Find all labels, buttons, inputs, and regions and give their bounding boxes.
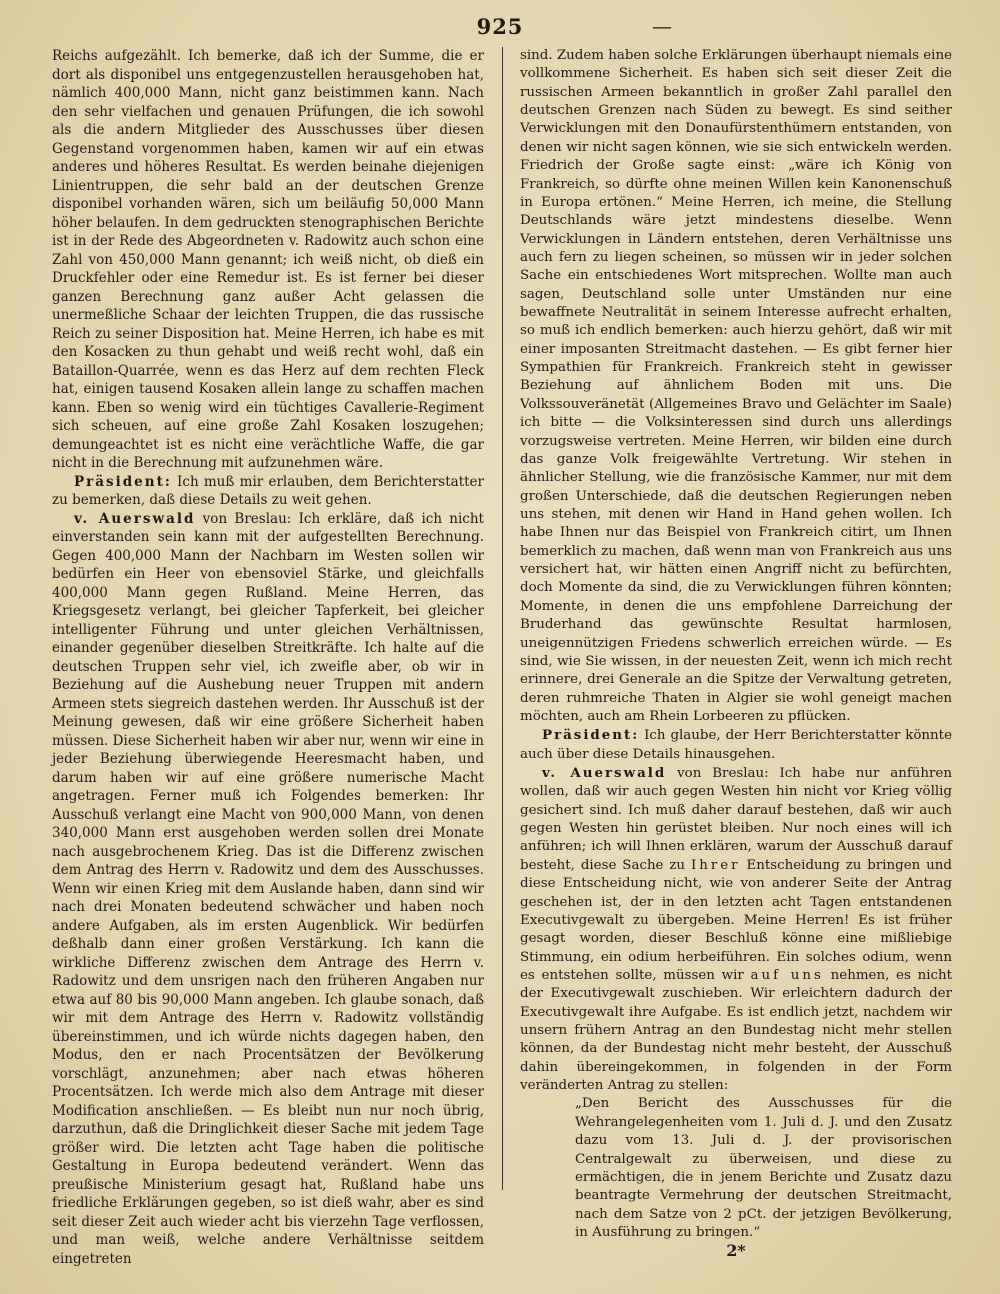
speech-text: von Breslau: Ich habe nur anführen wollen, daß wir auch gegen Westen hin nicht vor Krieg völlig gesichert sind. Ich muß daher darauf bestehen, daß wir auch gegen Westen hin gerüstet bleiben. Nur noch eines will ich anführen; ich will Ihnen erklären, warum der Ausschuß darauf besteht, diese Sache zu (520, 766, 952, 873)
speaker-name: Präsident: (74, 473, 172, 490)
speaker-name: v. Auerswald (74, 510, 196, 527)
paragraph: Reichs aufgezählt. Ich bemerke, daß ich der Summe, die er dort als disponibel uns entgegenzustellen herausgehoben hat, nämlich 400,000 Mann, nicht ganz beistimmen kann. Nach den sehr vielfachen und genauen Prüfungen, die ich sowohl als die andern Mitglieder des Ausschusses über diesen Gegenstand vorgenommen haben, kamen wir auf ein etwas anderes und höheres Resultat. Es werden beinahe diejenigen Linientruppen, die sehr bald an der deutschen Grenze disponibel vorhanden wären, sich um beiläufig 50,000 Mann höher belaufen. In dem gedruckten stenographischen Berichte ist in der Rede des Abgeordneten v. Radowitz auch schon eine Zahl von 450,000 Mann genannt; ich weiß nicht, ob dieß ein Druckfehler oder eine Remedur ist. Es ist ferner bei dieser ganzen Berechnung ganz außer Acht gelassen die unermeßliche Schaar der leichten Truppen, die das russische Reich zu seiner Disposition hat. Meine Herren, ich habe es mit den Kosacken zu thun gehabt und weiß recht wohl, daß ein Bataillon-Quarrée, wenn es das Herz auf dem rechten Fleck hat, einigen tausend Kosaken allein lange zu schaffen machen kann. Eben so wenig wird ein tüchtiges Cavallerie-Regiment sich scheuen, auf eine große Zahl Kosaken loszugehen; demungeachtet ist es nicht eine verächtliche Waffe, die gar nicht in die Berechnung mit aufzunehmen wäre. (52, 48, 484, 471)
header-dash: — (652, 14, 672, 38)
speech-text: Entscheidung zu bringen und diese Entscheidung nicht, wie von anderer Seite der Antrag geschehen ist, der in den letzten acht Tagen entstandenen Executivgewalt zu übergeben. Meine Herren! Es ist früher gesagt worden, dieser Beschluß könne eine mißliebige Stimmung, ein odium herbeiführen. Ein solches odium, wenn es entstehen sollte, müssen wir (520, 857, 952, 983)
emphasized-text: Ihrer (690, 857, 741, 873)
speech-text: von Breslau: Ich erkläre, daß ich nicht einverstanden sein kann mit der aufgestellten Berechnung. Gegen 400,000 Mann der Nachbarn im Westen sollen wir bedürfen ein Heer von ebensoviel Stärke, und gleichfalls 400,000 Mann gegen Rußland. Meine Herren, das Kriegsgesetz verlangt, bei gleicher Tapferkeit, bei gleicher intelligenter Führung und unter gleichen Verhältnissen, einander gegenüber dieselben Streitkräfte. Ich halte auf die deutschen Truppen sehr viel, ich zweifle aber, ob wir in Beziehung auf die Aushebung neuer Truppen mit andern Armeen stets siegreich dastehen werden. Ihr Ausschuß ist der Meinung gewesen, daß wir eine größere Sicherheit haben müssen. Diese Sicherheit haben wir aber nur, wenn wir eine in jeder Beziehung überwiegende Heeresmacht haben, und darum haben wir auf eine größere numerische Macht angetragen. Ferner muß ich Folgendes bemerken: Ihr Ausschuß verlangt eine Macht von 900,000 Mann, von denen 340,000 Mann erst ausgehoben werden sollen drei Monate nach ausgebrochenem Krieg. Das ist die Differenz zwischen dem Antrag des Herrn v. Radowitz und dem des Ausschusses. Wenn wir einen Krieg mit dem Auslande haben, dann sind wir nach drei Monaten bedeutend schwächer und haben noch andere Aufgaben, als im ersten Augenblick. Wir bedürfen deßhalb dann einer großen Verstärkung. Ich kann die wirkliche Differenz zwischen dem Antrage des Herrn v. Radowitz und dem unsrigen nach den früheren Angaben nur etwa auf 80 bis 90,000 Mann angeben. Ich glaube sonach, daß wir mit dem Antrage des Herrn v. Radowitz vollständig übereinstimmen, und ich würde nichts dagegen haben, den Modus, den er nach Procentsätzen der Bevölkerung vorschlägt, anzunehmen; aber nach etwas höheren Procentsätzen. Ich werde mich also dem Antrage mit dieser Modification anschließen. — Es bleibt nun nur noch übrig, darzuthun, daß die Dringlichkeit dieser Sache mit jedem Tage größer wird. Die letzten acht Tage haben die politische Gestaltung in Europa bedeutend verändert. Wenn das preußische Ministerium gesagt hat, Rußland habe uns friedliche Erklärungen gegeben, so ist dieß wahr, aber es sind seit dieser Zeit auch wieder acht bis vierzehn Tage verflossen, und man weiß, welche andere Verhältnisse seitdem eingetreten (52, 510, 484, 1267)
left-column (52, 47, 484, 1268)
speaker-name: v. Auerswald (542, 765, 667, 782)
speech-text: Ich muß mir erlauben, dem Berichterstatter zu bemerken, daß diese Details zu weit gehen. (52, 473, 484, 508)
paragraph: sind. Zudem haben solche Erklärungen überhaupt niemals eine vollkommene Sicherheit. Es haben sich seit dieser Zeit die russischen Armeen bekanntlich in großer Zahl parallel den deutschen Grenzen nach Süden zu bewegt. Es sind seither Verwicklungen mit den Donaufürstenthümern entstanden, von denen wir nicht sagen können, wie sie sich entwickeln werden. Friedrich der Große sagte einst: „wäre ich König von Frankreich, so dürfte ohne meinen Willen kein Kanonenschuß in Europa ertönen.“ Meine Herren, ich meine, die Stellung Deutschlands wäre jetzt mindestens dieselbe. Wenn Verwicklungen in Ländern entstehen, deren Verhältnisse uns auch fern zu liegen scheinen, so müssen wir in jeder solchen Sache ein entschiedenes Wort mitsprechen. Wollte man auch sagen, Deutschland solle unter Umständen nur eine bewaffnete Neutralität in seinem Interesse aufrecht erhalten, so muß ich endlich bemerken: auch hierzu gehört, daß wir mit einer imposanten Streitmacht dastehen. — Es gibt ferner hier Sympathien für Frankreich. Frankreich steht in gewisser Beziehung auf ähnlichem Boden mit uns. Die Volkssouveränetät (Allgemeines Bravo und Gelächter im Saale) ich bitte — die Volksinteressen sind durch uns allerdings vorzugsweise vertreten. Meine Herren, wir bilden eine durch das ganze Volk freigewählte Vertretung. Wir stehen in ähnlicher Stellung, wie die französische Kammer, nur mit dem großen Unterschiede, daß die deutschen Regierungen neben uns stehen, mit denen wir Hand in Hand gehen wollen. Ich habe Ihnen nur das Beispiel von Frankreich citirt, um Ihnen bemerklich zu machen, daß wenn man von Frankreich aus uns versichert hat, wir hätten einen Angriff nicht zu befürchten, doch Momente da sind, die zu Verwicklungen führen könnten; Momente, in denen die uns empfohlene Darreichung der Bruderhand das gewünschte Resultat harmlosen, uneigennützigen Friedens schwerlich erreichen würde. — Es sind, wie Sie wissen, in der neuesten Zeit, wenn ich mich recht erinnere, drei Generale an die Spitze der Verwaltung getreten, deren ruhmreiche Thaten in Algier sie wohl geneigt machen möchten, auch am Rhein Lorbeeren zu pflücken. (520, 48, 952, 724)
paragraph-president (520, 726, 952, 764)
speech-text: Ich glaube, der Herr Berichterstatter könnte auch über diese Details hinausgehen. (520, 728, 952, 762)
paragraph-auerswald (520, 764, 952, 1095)
right-column (520, 47, 952, 1261)
signature-mark: 2* (726, 1241, 746, 1261)
emphasized-text: auf uns (750, 967, 824, 983)
paragraph-auerswald (52, 510, 484, 1269)
speech-text: nehmen, es nicht der Executivgewalt zuschieben. Wir erleichtern dadurch der Executivgewalt ihre Aufgabe. Es ist endlich jetzt, nachdem wir unsern frühern Antrag an den Bundestag nicht mehr stellen können, da der Bundestag nicht mehr besteht, der Ausschuß dahin übereingekommen, in folgenden in der Form veränderten Antrag zu stellen: (520, 967, 952, 1094)
paragraph-president (52, 473, 484, 510)
column-divider (502, 47, 503, 1190)
speaker-name: Präsident: (542, 727, 640, 744)
page-number: 925 (476, 14, 524, 39)
motion-quote: „Den Bericht des Ausschusses für die Wehrangelegenheiten vom 1. Juli d. J. und den Zusatz dazu vom 13. Juli d. J. der provisorischen Centralgewalt zu überweisen, und diese zu ermächtigen, die in jenem Berichte und Zusatz dazu beantragte Vermehrung der deutschen Streitmacht, nach dem Satze von 2 pCt. der jetzigen Bevölkerung, in Ausführung zu bringen.“ (575, 1096, 952, 1240)
